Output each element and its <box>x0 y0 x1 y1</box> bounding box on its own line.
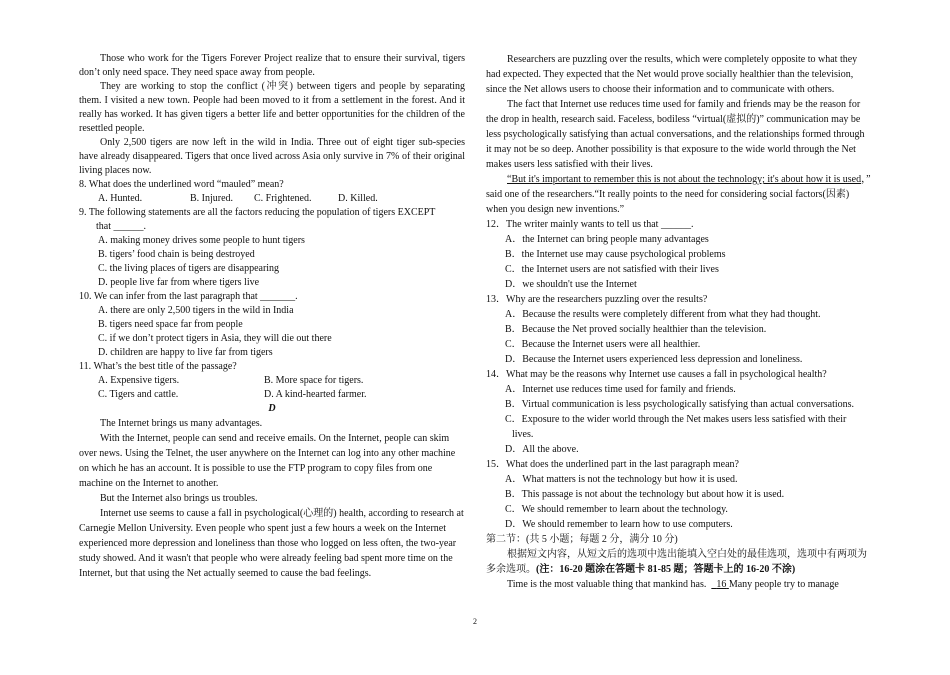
question-10-stem: 10. We can infer from the last paragraph that _______. <box>79 291 298 302</box>
question-11-option-c: C. Tigers and cattle. <box>98 389 179 400</box>
part-2-sentence-start: Time is the most valuable thing that mankind has. <box>507 579 707 590</box>
question-8-option-d: D. Killed. <box>338 193 378 204</box>
blank-16 <box>711 579 729 590</box>
question-13-option-a: A．Because the results were completely different from what they had thought. <box>505 309 821 320</box>
question-8-stem: 8. What does the underlined word “mauled” mean? <box>79 179 284 190</box>
question-11-stem: 11. What’s the best title of the passage? <box>79 361 237 372</box>
blank-16-number: 16 <box>716 579 727 590</box>
quote-attribution: ，” said one of the researchers.“It really points to the need for considering social factors(因素) when you design new inventions.” <box>486 174 871 215</box>
question-8-option-b: B. Injured. <box>190 193 234 204</box>
passage-d-paragraph-6: The fact that Internet use reduces time used for family and friends may be the reason for the drop in health, research said. Faceless, bodiless “virtual(虚拟的)” communication may be less psychologically satisfying than actual conversations, and the relationships formed through it may not be so deep. Another possibility is that exposure to the wide world through the Net makes users less satisfied with their lives. <box>486 99 865 170</box>
passage-c-paragraph-2: They are working to stop the conflict (冲突) between tigers and people by separating them. I visited a new town. People had been moved to it from a settlement in the forest. And it really has worked. It has given tigers a better life and better opportunities for the children of the resettled people. <box>79 81 465 134</box>
passage-d <box>79 416 465 581</box>
question-13-option-d: D．Because the Internet users experienced less depression and loneliness. <box>505 354 803 365</box>
question-12-option-b: B．the Internet use may cause psychological problems <box>505 249 726 260</box>
question-8-options <box>79 192 465 206</box>
passage-c-paragraph-1: Those who work for the Tigers Forever Project realize that to ensure their survival, tigers don’t only need space. They need space away from people. <box>79 53 465 78</box>
question-10-option-b: B. tigers need space far from people <box>98 319 243 330</box>
question-9-option-c: C. the living places of tigers are disappearing <box>98 263 280 274</box>
left-column <box>79 52 465 581</box>
question-12-option-a: A．the Internet can bring people many advantages <box>505 234 709 245</box>
question-13-stem: 13．Why are the researchers puzzling over the results? <box>486 294 708 305</box>
question-13-option-c: C．Because the Internet users were all healthier. <box>505 339 701 350</box>
question-14-option-d: D．All the above. <box>505 444 579 455</box>
passage-d-paragraph-3: But the Internet also brings us troubles. <box>100 493 258 504</box>
question-12-stem: 12．The writer mainly wants to tell us that ______. <box>486 219 694 230</box>
question-11-options-row-2 <box>79 388 465 402</box>
part-2-answer-note: (注：16-20 题涂在答题卡 81-85 题；答题卡上的 16-20 不涂) <box>536 564 796 575</box>
question-11-option-d: D. A kind-hearted farmer. <box>264 389 367 400</box>
question-15-option-c: C．We should remember to learn about the technology. <box>505 504 728 515</box>
question-14-option-c-continued: lives. <box>512 429 534 440</box>
question-9-stem-continued: that ______. <box>96 221 146 232</box>
underlined-quote: “But it's important to remember this is not about the technology; it's about how it is used <box>507 174 862 185</box>
question-12-option-d: D．we shouldn't use the Internet <box>505 279 637 290</box>
question-10-option-c: C. if we don’t protect tigers in Asia, they will die out there <box>98 333 332 344</box>
passage-d-paragraph-5: Researchers are puzzling over the results, which were completely opposite to what they had expected. They expected that the Net would prove socially healthier than the television, since the Net allows users to choose their information and to communicate with others. <box>486 54 858 95</box>
passage-c-paragraph-3: Only 2,500 tigers are now left in the wild in India. Three out of eight tiger sub-species have already disappeared. Tigers that once lived across Asia only survive in 7% of their original living places now. <box>79 137 465 176</box>
question-9-option-d: D. people live far from where tigers live <box>98 277 260 288</box>
question-14-stem: 14．What may be the reasons why Internet use causes a fall in psychological health? <box>486 369 827 380</box>
part-2-instruction-text: 根据短文内容，从短文后的选项中选出能填入空白处的最佳选项，选项中有两项为多余选项。 <box>486 549 867 575</box>
question-8-option-c: C. Frightened. <box>254 193 312 204</box>
question-11-options-row-1 <box>79 374 465 388</box>
question-14-option-c: C．Exposure to the wider world through the Net makes users less satisfied with their <box>505 414 847 425</box>
passage-d-paragraph-4: Internet use seems to cause a fall in psychological(心理的) health, according to research at Carnegie Mellon University. Even people who spent just a few hours a week on the Internet experienced more depression and loneliness than those who logged on less often, the two-year study showed. And it wasn't that people who were already feeling bad spent more time on the Internet, but that using the Net actually seemed to cause the bad feelings. <box>79 508 464 579</box>
question-15-stem: 15．What does the underlined part in the last paragraph mean? <box>486 459 739 470</box>
question-9-option-a: A. making money drives some people to hunt tigers <box>98 235 305 246</box>
question-15-option-b: B．This passage is not about the technology but about how it is used. <box>505 489 785 500</box>
page-number: 2 <box>473 617 477 626</box>
question-15-option-a: A．What matters is not the technology but how it is used. <box>505 474 738 485</box>
question-14-option-a: A．Internet use reduces time used for family and friends. <box>505 384 736 395</box>
question-11-option-a: A. Expensive tigers. <box>98 375 180 386</box>
passage-d-paragraph-1: The Internet brings us many advantages. <box>100 418 263 429</box>
part-2-instructions <box>486 547 872 577</box>
question-8-option-a: A. Hunted. <box>98 193 143 204</box>
part-2-title: 第二节：(共 5 小题；每题 2 分，满分 10 分) <box>486 534 678 545</box>
part-2-sentence-continued: Many people try to manage <box>728 579 839 590</box>
passage-d-heading: D <box>268 403 276 414</box>
part-2-passage-first-line <box>486 577 872 592</box>
question-12-option-c: C．the Internet users are not satisfied with their lives <box>505 264 719 275</box>
question-10-option-d: D. children are happy to live far from tigers <box>98 347 273 358</box>
question-11-option-b: B. More space for tigers. <box>264 375 364 386</box>
right-column <box>486 52 872 592</box>
question-13-option-b: B．Because the Net proved socially healthier than the television. <box>505 324 767 335</box>
passage-d-paragraph-7 <box>486 172 872 217</box>
question-10-option-a: A. there are only 2,500 tigers in the wild in India <box>98 305 294 316</box>
question-15-option-d: D．We should remember to learn how to use computers. <box>505 519 733 530</box>
passage-d-paragraph-2: With the Internet, people can send and receive emails. On the Internet, people can skim over news. Using the Telnet, the user anywhere on the Internet can log into any other machine on which he has an account. It is possible to use the FTP program to copy files from one machine on the Internet to another. <box>79 433 456 489</box>
question-9-option-b: B. tigers’ food chain is being destroyed <box>98 249 255 260</box>
question-9-stem: 9. The following statements are all the factors reducing the population of tigers EXCEPT <box>79 207 436 218</box>
question-14-option-b: B．Virtual communication is less psychologically satisfying than actual conversations. <box>505 399 855 410</box>
